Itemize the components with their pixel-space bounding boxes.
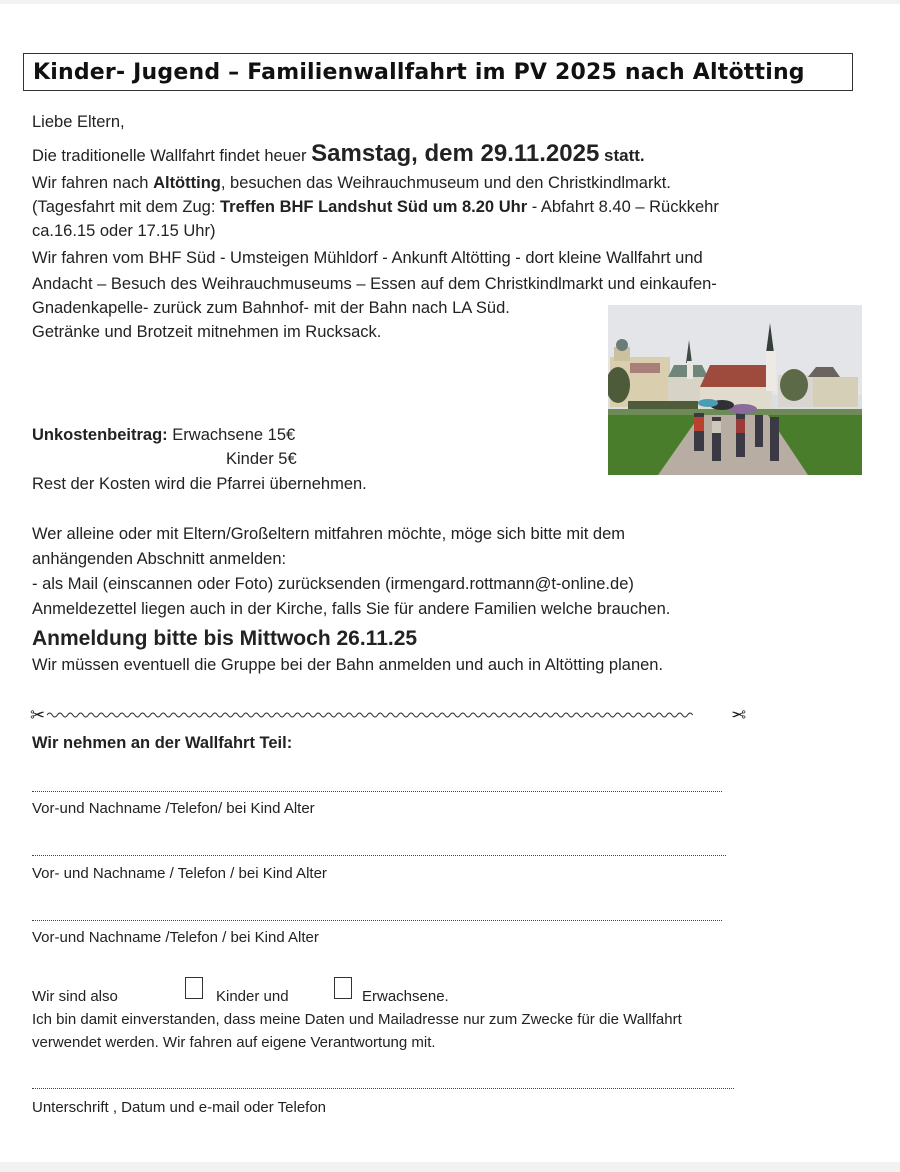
greeting: Liebe Eltern, [32,113,125,131]
adults-label: Erwachsene. [362,988,449,1005]
destination-line [32,173,671,193]
signup-line: Anmeldezettel liegen auch in der Kirche, falls Sie für andere Familien welche brauchen. [32,600,671,618]
train-suffix: - Abfahrt 8.40 – Rückkehr [527,198,719,216]
signup-line: - als Mail (einscannen oder Foto) zurücksenden (irmengard.rottmann@t-online.de) [32,575,634,593]
destination-place: Altötting [153,174,221,192]
altoetting-photo [608,305,862,475]
name-field-label: Vor-und Nachname /Telefon / bei Kind Alter [32,929,319,946]
name-field-label: Vor-und Nachname /Telefon/ bei Kind Alter [32,800,315,817]
name-field-label: Vor- und Nachname / Telefon / bei Kind Alter [32,865,327,882]
destination-prefix: Wir fahren nach [32,174,154,192]
adults-count-box[interactable] [334,977,352,999]
children-label: Kinder und [216,988,289,1005]
signup-line: anhängenden Abschnitt anmelden: [32,550,287,568]
train-prefix: (Tagesfahrt mit dem Zug: [32,198,220,216]
name-field-line[interactable] [32,791,722,792]
consent-line: Ich bin damit einverstanden, dass meine Daten und Mailadresse nur zum Zwecke für die Wallfahrt [32,1011,682,1028]
costs-rest: Rest der Kosten wird die Pfarrei übernehmen. [32,475,367,493]
signature-label: Unterschrift , Datum und e-mail oder Telefon [32,1099,327,1116]
cut-line [30,705,746,725]
train-return-line: ca.16.15 oder 17.15 Uhr) [32,222,216,240]
route-line: Andacht – Besuch des Weihrauchmuseums – Essen auf dem Christkindlmarkt und einkaufen- [32,275,717,293]
scissors-icon: ✂ [730,705,746,725]
name-field-line[interactable] [32,855,726,856]
intro-line [32,140,645,170]
deadline-note: Wir müssen eventuell die Gruppe bei der Bahn anmelden und auch in Altötting planen. [32,656,664,674]
costs-line [32,425,295,445]
flyer-page [0,4,900,1162]
form-heading: Wir nehmen an der Wallfahrt Teil: [32,734,293,752]
children-count-box[interactable] [185,977,203,999]
intro-suffix: statt. [599,146,645,165]
consent-line: verwendet werden. Wir fahren auf eigene Verantwortung mit. [32,1034,436,1051]
destination-suffix: , besuchen das Weihrauchmuseum und den Christkindlmarkt. [220,174,671,192]
name-field-line[interactable] [32,920,722,921]
page-title: Kinder- Jugend – Familienwallfahrt im PV 2025 nach Altötting [23,53,853,91]
route-line: Wir fahren vom BHF Süd - Umsteigen Mühldorf - Ankunft Altötting - dort kleine Wallfahrt und [32,249,703,267]
meeting-point: Treffen BHF Landshut Süd um 8.20 Uhr [220,198,528,216]
route-line: Gnadenkapelle- zurück zum Bahnhof- mit der Bahn nach LA Süd. [32,299,510,317]
deadline: Anmeldung bitte bis Mittwoch 26.11.25 [32,627,418,650]
scissors-icon: ✂ [30,705,46,725]
intro-prefix: Die traditionelle Wallfahrt findet heuer [32,147,312,165]
wavy-line [47,711,729,719]
route-line: Getränke und Brotzeit mitnehmen im Rucksack. [32,323,382,341]
event-date: Samstag, dem 29.11.2025 [311,140,600,167]
costs-label: Unkostenbeitrag: [32,426,168,444]
count-prefix: Wir sind also [32,988,118,1005]
train-line [32,197,719,217]
costs-children: Kinder 5€ [226,450,297,468]
signature-line[interactable] [32,1088,734,1089]
costs-adults: Erwachsene 15€ [167,426,296,444]
signup-line: Wer alleine oder mit Eltern/Großeltern mitfahren möchte, möge sich bitte mit dem [32,525,626,543]
